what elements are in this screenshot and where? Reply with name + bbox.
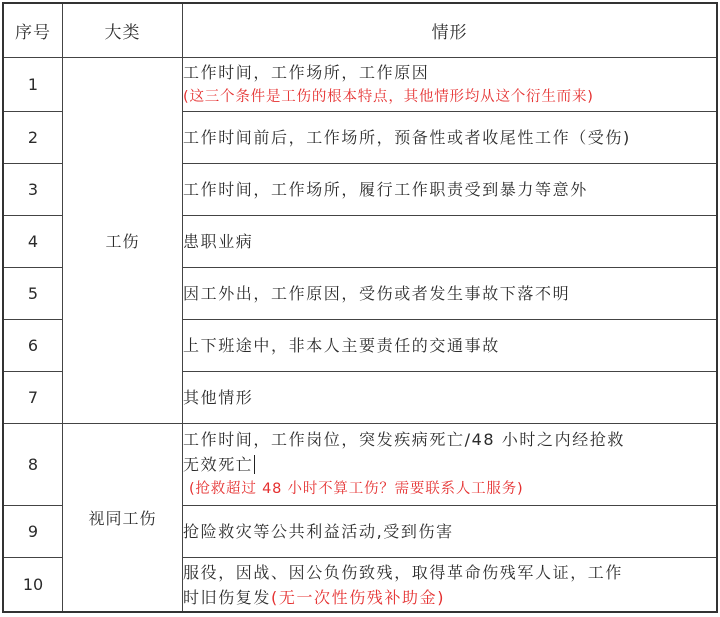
situation-text: 工作时间前后，工作场所，预备性或者收尾性工作（受伤): [183, 112, 717, 164]
row-index: 7: [4, 372, 63, 424]
header-category: 大类: [63, 4, 183, 58]
situation-text: 患职业病: [183, 216, 717, 268]
row-index: 9: [4, 506, 63, 558]
row-index: 5: [4, 268, 63, 320]
situation-text: 抢险救灾等公共利益活动,受到伤害: [183, 506, 717, 558]
header-index: 序号: [4, 4, 63, 58]
situation-text-line2: 无效死亡: [183, 455, 254, 474]
situation-text: 其他情形: [183, 372, 717, 424]
row-situation: [183, 558, 717, 612]
table-row: [4, 424, 717, 506]
row-index: 2: [4, 112, 63, 164]
situation-note: (无一次性伤残补助金): [271, 587, 446, 607]
situation-text: 工作时间，工作场所，履行工作职责受到暴力等意外: [183, 164, 717, 216]
row-index: 10: [4, 558, 63, 612]
situation-text: 上下班途中，非本人主要责任的交通事故: [183, 320, 717, 372]
situation-text: 工作时间，工作场所，工作原因: [183, 62, 430, 82]
row-index: 6: [4, 320, 63, 372]
text-cursor: [254, 455, 255, 474]
row-index: 8: [4, 424, 63, 506]
situation-note: (这三个条件是工伤的根本特点，其他情形均从这个衍生而来): [183, 88, 594, 105]
header-situation: 情形: [183, 4, 717, 58]
table-row: [4, 58, 717, 112]
header-row: [4, 4, 717, 58]
situation-note: (抢救超过 48 小时不算工伤？需要联系人工服务): [189, 481, 524, 497]
row-index: 1: [4, 58, 63, 112]
injury-classification-table: [3, 3, 717, 612]
category-deemed-injury: 视同工伤: [63, 424, 183, 612]
category-injury: 工伤: [63, 58, 183, 424]
row-situation: [183, 58, 717, 112]
situation-text-line1: 工作时间，工作岗位，突发疾病死亡/48 小时之内经抢救: [183, 430, 626, 449]
row-index: 4: [4, 216, 63, 268]
situation-text: 因工外出，工作原因，受伤或者发生事故下落不明: [183, 268, 717, 320]
row-situation: [183, 424, 717, 506]
situation-text-line2: 时旧伤复发: [183, 587, 272, 607]
situation-text-line1: 服役，因战、因公负伤致残，取得革命伤残军人证，工作: [183, 562, 624, 582]
row-index: 3: [4, 164, 63, 216]
